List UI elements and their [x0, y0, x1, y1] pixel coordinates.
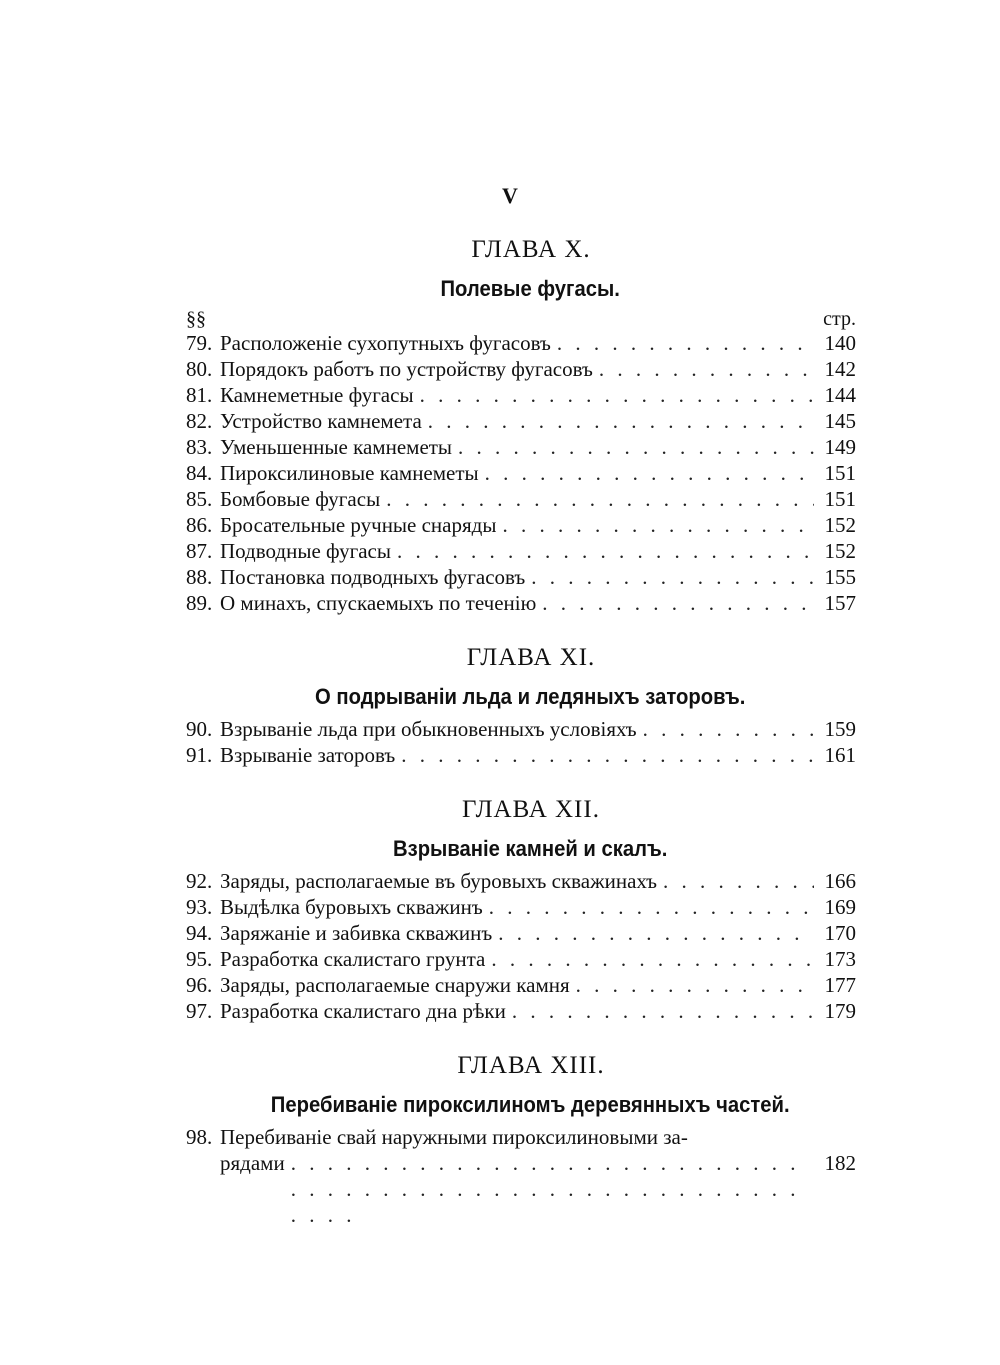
dot-leader — [502, 512, 814, 538]
entry-page: 142 — [824, 357, 856, 381]
entry-title: Расположеніе сухопутныхъ фугасовъ — [220, 331, 551, 355]
dot-leader — [291, 1150, 814, 1228]
chapter-10 — [186, 230, 856, 616]
entry-title-line-2: рядами — [220, 1151, 285, 1175]
entry-title: Устройство камнемета — [220, 409, 422, 433]
entry-number: 89. — [186, 591, 213, 615]
entry-title: Разработка скалистаго грунта — [220, 947, 486, 971]
chapter-label: ГЛАВА X. — [471, 236, 591, 263]
entry-title: Порядокъ работъ по устройству фугасовъ — [220, 357, 593, 381]
dot-leader — [428, 408, 814, 434]
entry-page: 161 — [824, 743, 856, 767]
dot-leader — [643, 716, 814, 742]
entry-page: 151 — [824, 461, 856, 485]
chapter-label: ГЛАВА XIII. — [457, 1052, 605, 1079]
entry-title-line-1: Перебиваніе свай наружными пироксилиновыми за- — [220, 1125, 688, 1149]
entry-number: 94. — [186, 921, 213, 945]
entry-number: 86. — [186, 513, 213, 537]
entry-page: 179 — [824, 999, 856, 1023]
toc-entry — [186, 330, 856, 356]
entry-page: 152 — [824, 513, 856, 537]
chapter-label: ГЛАВА XII. — [462, 796, 600, 823]
entry-number: 88. — [186, 565, 213, 589]
entry-page: 173 — [824, 947, 856, 971]
toc-entry — [186, 460, 856, 486]
dot-leader — [420, 382, 814, 408]
dot-leader — [576, 972, 814, 998]
entry-page: 166 — [824, 869, 856, 893]
dot-leader — [512, 998, 814, 1024]
column-header — [186, 308, 856, 330]
toc-entry — [186, 868, 856, 894]
entry-number: 95. — [186, 947, 213, 971]
entry-page: 159 — [824, 717, 856, 741]
entry-number: 91. — [186, 743, 213, 767]
toc-entry — [186, 742, 856, 768]
dot-leader — [498, 920, 814, 946]
dot-leader — [485, 460, 814, 486]
entry-page: 151 — [824, 487, 856, 511]
toc-entry — [186, 512, 856, 538]
toc-entry — [186, 716, 856, 742]
entry-number: 96. — [186, 973, 213, 997]
dot-leader — [663, 868, 814, 894]
chapter-title: Взрываніе камней и скалъ. — [393, 836, 668, 861]
entry-title: Уменьшенные камнеметы — [220, 435, 453, 459]
entry-number: 79. — [186, 331, 213, 355]
chapter-title: Полевые фугасы. — [440, 276, 620, 301]
toc-entry — [186, 972, 856, 998]
dot-leader — [489, 894, 814, 920]
toc-entry — [186, 382, 856, 408]
entry-page: 155 — [824, 565, 856, 589]
entry-title: Заряды, располагаемые снаружи камня — [220, 973, 570, 997]
entry-number: 84. — [186, 461, 213, 485]
entry-number: 92. — [186, 869, 213, 893]
dot-leader — [397, 538, 814, 564]
entry-page: 152 — [824, 539, 856, 563]
entry-title: Разработка скалистаго дна рѣки — [220, 999, 506, 1023]
dot-leader — [557, 330, 814, 356]
entry-title: Бомбовые фугасы — [220, 487, 381, 511]
entry-page: 149 — [824, 435, 856, 459]
toc-entry — [186, 538, 856, 564]
toc-entry — [186, 590, 856, 616]
entry-number: 90. — [186, 717, 213, 741]
toc-entry — [186, 564, 856, 590]
chapter-12 — [186, 790, 856, 1024]
entry-page: 140 — [824, 331, 856, 355]
toc-entry — [186, 486, 856, 512]
toc-entry — [186, 1124, 856, 1176]
toc-entry — [186, 998, 856, 1024]
page-column-label: стр. — [823, 308, 856, 330]
entry-title: Взрываніе заторовъ — [220, 743, 396, 767]
chapter-11 — [186, 638, 856, 768]
dot-leader — [386, 486, 814, 512]
chapter-title: Перебиваніе пироксилиномъ деревянныхъ частей. — [270, 1092, 790, 1117]
entry-page: 182 — [824, 1151, 856, 1175]
toc-entry — [186, 946, 856, 972]
entry-title: Заряды, располагаемые въ буровыхъ скважинахъ — [220, 869, 657, 893]
table-of-contents — [186, 230, 856, 1198]
dot-leader — [542, 590, 814, 616]
entry-page: 170 — [824, 921, 856, 945]
entry-title: Камнеметные фугасы — [220, 383, 414, 407]
entry-number: 80. — [186, 357, 213, 381]
chapter-label: ГЛАВА XI. — [466, 644, 596, 671]
entry-number: 85. — [186, 487, 213, 511]
toc-entry — [186, 894, 856, 920]
entry-page: 144 — [824, 383, 856, 407]
page-number: V — [502, 183, 518, 208]
entry-title: Взрываніе льда при обыкновенныхъ условіяхъ — [220, 717, 637, 741]
toc-entry — [186, 408, 856, 434]
entry-number: 82. — [186, 409, 213, 433]
entry-number: 81. — [186, 383, 213, 407]
chapter-title: О подрываніи льда и ледяныхъ заторовъ. — [315, 684, 746, 709]
entry-title: Бросательные ручные снаряды — [220, 513, 497, 537]
entry-page: 157 — [824, 591, 856, 615]
toc-entry — [186, 434, 856, 460]
dot-leader — [531, 564, 814, 590]
entry-title: Постановка подводныхъ фугасовъ — [220, 565, 526, 589]
entry-number: 97. — [186, 999, 213, 1023]
dot-leader — [401, 742, 814, 768]
entry-page: 145 — [824, 409, 856, 433]
dot-leader — [599, 356, 814, 382]
entry-number: 93. — [186, 895, 213, 919]
entry-number: 98. — [186, 1125, 213, 1149]
toc-entry — [186, 920, 856, 946]
entry-title: Подводные фугасы — [220, 539, 391, 563]
chapter-13 — [186, 1046, 856, 1176]
entry-title: Заряжаніе и забивка скважинъ — [220, 921, 493, 945]
entry-title: Пироксилиновые камнеметы — [220, 461, 479, 485]
dot-leader — [458, 434, 814, 460]
dot-leader — [491, 946, 814, 972]
entry-title: Выдѣлка буровыхъ скважинъ — [220, 895, 483, 919]
entry-page: 169 — [824, 895, 856, 919]
toc-entry — [186, 356, 856, 382]
entry-title: О минахъ, спускаемыхъ по теченію — [220, 591, 537, 615]
entry-number: 83. — [186, 435, 213, 459]
section-symbol: §§ — [186, 308, 206, 330]
entry-number: 87. — [186, 539, 213, 563]
entry-page: 177 — [824, 973, 856, 997]
